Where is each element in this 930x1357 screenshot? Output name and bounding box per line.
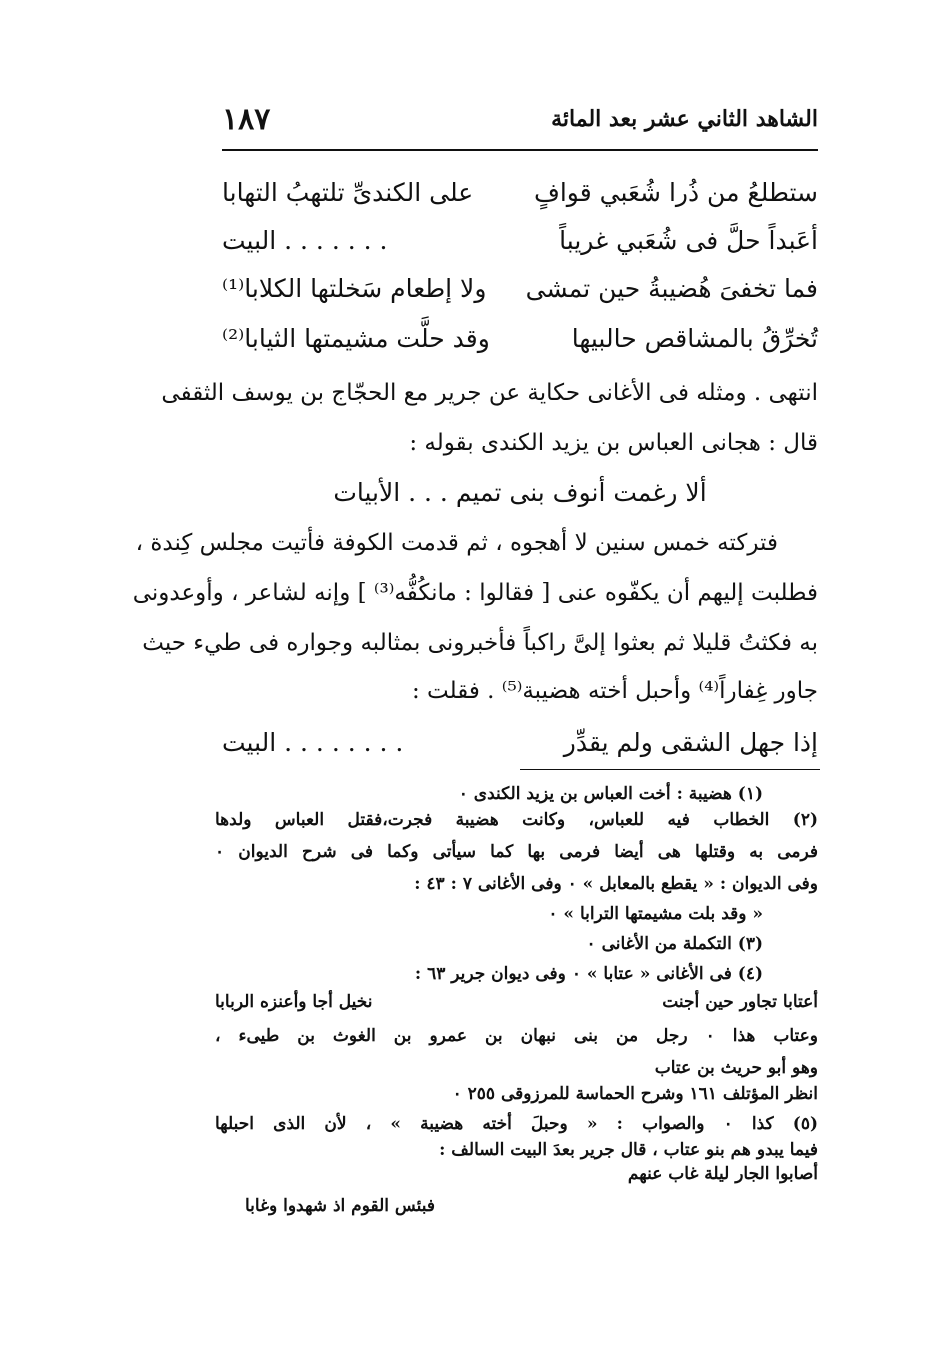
story-line: به فكثتُ قليلا ثم بعثوا إلىَّ راكباً فأخبرونى بمثالبه وجواره فى طيء حيث <box>142 630 818 656</box>
quoted-verse: ألا رغمت أنوف بنى تميم . . . الأبيات <box>333 478 707 507</box>
footnote-5-line: (٥) كذا ٠ والصواب : « وحبلَ أخته هضيبة » ، لأن الذى احبلها <box>215 1114 818 1134</box>
verse-second-hemistich: وقد حلَّت مشيمتها الثيابا⁽²⁾ <box>222 324 490 353</box>
footnote-2-line: (٢) الخطاب فيه للعباس، وكانت هضيبة فجرت،فقتل العباس ولدها <box>215 810 818 830</box>
footnote-2-line: فرمى به وقتلها هى أيضا فرمى بها كما سيأتى وكما فى شرح الديوان ٠ <box>215 842 818 862</box>
footnote-verse <box>215 1196 818 1220</box>
header-rule <box>222 149 818 151</box>
verse-first-hemistich: تُخرِّقُ بالمشاقص حالبيها <box>571 324 818 353</box>
page-header <box>222 102 818 146</box>
verse-line <box>222 226 818 266</box>
verse-second-hemistich: ولا إطعام سَخلتها الكلابا⁽¹⁾ <box>222 274 487 303</box>
prose-line: انتهى . ومثله فى الأغانى حكاية عن جرير مع الحجّاج بن يوسف الثقفى <box>161 380 818 406</box>
story-line: فطلبت إليهم أن يكفّوه عنى [ فقالوا : مانكُفُّه⁽³⁾ ] وإنه لشاعر ، وأوعدونى <box>132 580 818 606</box>
footnote-5-verse: أصابوا الجار ليلة غاب عنهم <box>627 1164 818 1184</box>
verse-line <box>222 274 818 314</box>
verse-first-hemistich: أعَبداً حلَّ فى شُعَبي غريباً <box>559 226 818 255</box>
verse-line <box>222 728 818 768</box>
footnote-1: (١) هضيبة : أخت العباس بن يزيد الكندى ٠ <box>458 784 763 804</box>
footnote-4-line: وعتاب هذا ٠ رجل من بنى نبهان بن عمرو بن الغوث بن طيىء ، <box>215 1026 818 1046</box>
verse-first-hemistich: أعتابا تجاور حين أجنت <box>662 992 818 1012</box>
footnote-4-line: انظر المؤتلف ١٦١ وشرح الحماسة للمرزوقى ٢٥٥ ٠ <box>452 1084 818 1104</box>
verse-line <box>222 178 818 218</box>
footnote-rule <box>520 769 820 770</box>
footnote-3: (٣) التكملة من الأغانى ٠ <box>586 934 763 954</box>
verse-first-hemistich: فما تخفىَ هُضيبةُ حين تمشى <box>525 274 818 303</box>
footnote-verse <box>215 992 818 1016</box>
page-number: ١٨٧ <box>222 102 271 137</box>
verse-line <box>222 324 818 364</box>
verse-first-hemistich: ستطلعُ من ذُرا شُعَبي قوافٍ <box>533 178 818 207</box>
running-title: الشاهد الثاني عشر بعد المائة <box>551 106 818 132</box>
verse-first-hemistich: إذا جهل الشقى ولم يقدِّر <box>563 728 818 757</box>
footnote-4-line: وهو أبو حريث بن عتاب <box>654 1058 818 1078</box>
story-line: فتركته خمس سنين لا أهجوه ، ثم قدمت الكوفة فأتيت مجلس كِندة ، <box>135 530 778 556</box>
footnote-4-line: (٤) فى الأغانى « عتابا » ٠ وفى ديوان جرير ٦٣ : <box>414 964 763 984</box>
story-line: جاور غِفاراً⁽⁴⁾ وأحبل أخته هضيبة⁽⁵⁾ . فقلت : <box>411 678 818 704</box>
verse-second-hemistich: . . . . . . . . البيت <box>222 728 404 757</box>
footnote-5-line: فيما يبدو هم بنو عتاب ، قال جرير بعدَ البيت السالف : <box>439 1140 818 1160</box>
verse-second-hemistich: نخيل أجا وأعنزه الربابا <box>215 992 373 1012</box>
prose-line: قال : هجانى العباس بن يزيد الكندى بقوله : <box>409 430 818 456</box>
verse-second-hemistich: . . . . . . . البيت <box>222 226 388 255</box>
verse-second-hemistich: فبئس القوم اذ شهدوا وغابا <box>245 1196 435 1216</box>
footnote-2-line: وفى الديوان : « يقطع بالمعابل » ٠ وفى الأغانى ٧ : ٤٣ : <box>414 874 818 894</box>
footnote-2-line: « وقد بلت مشيمتها الترابا » ٠ <box>548 904 763 924</box>
verse-second-hemistich: على الكندىِّ تلتهبُ التهابا <box>222 178 474 207</box>
